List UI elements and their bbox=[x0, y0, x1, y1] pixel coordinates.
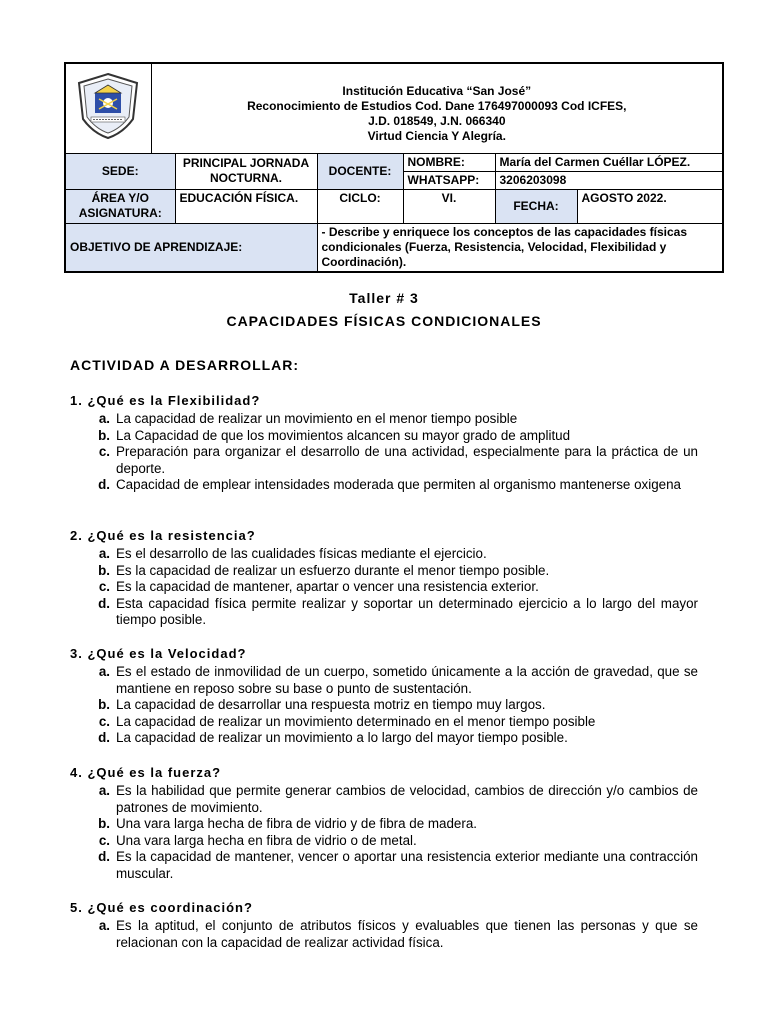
option bbox=[70, 428, 698, 445]
option-text: Es la capacidad de mantener, apartar o vencer una resistencia exterior. bbox=[116, 579, 539, 594]
option-text: Es la aptitud, el conjunto de atributos físicos y evaluables que tienen las personas y que se relacionan con la capacidad de realizar actividad física. bbox=[116, 918, 698, 950]
option-letter: a. bbox=[98, 546, 110, 561]
whatsapp-label: WHATSAPP: bbox=[403, 171, 495, 189]
option bbox=[70, 714, 698, 731]
option-text: La Capacidad de que los movimientos alcancen su mayor grado de amplitud bbox=[116, 427, 571, 443]
activity-heading: ACTIVIDAD A DESARROLLAR: bbox=[70, 357, 300, 373]
option-letter: a. bbox=[98, 918, 110, 933]
option-text: La capacidad de realizar un movimiento a lo largo del mayor tiempo posible. bbox=[116, 730, 568, 745]
option bbox=[70, 833, 698, 850]
option-letter: b. bbox=[98, 816, 110, 831]
option bbox=[70, 563, 698, 580]
option-letter: a. bbox=[98, 664, 110, 679]
option-letter: a. bbox=[98, 411, 110, 426]
institution-line: Institución Educativa “San José” bbox=[342, 84, 532, 99]
option-letter: b. bbox=[98, 427, 110, 443]
ciclo-value: VI. bbox=[403, 189, 495, 223]
option bbox=[70, 477, 698, 494]
question-title: 3. ¿Qué es la Velocidad? bbox=[70, 646, 247, 661]
option-text: Es el desarrollo de las cualidades físicas mediante el ejercicio. bbox=[116, 546, 487, 561]
option bbox=[70, 783, 698, 816]
taller-subtitle: CAPACIDADES FÍSICAS CONDICIONALES bbox=[226, 313, 542, 329]
question-4 bbox=[70, 765, 698, 882]
question-title: 5. ¿Qué es coordinación? bbox=[70, 900, 253, 915]
option-letter: c. bbox=[98, 444, 110, 459]
option bbox=[70, 816, 698, 833]
option bbox=[70, 730, 698, 747]
option-text: La capacidad de realizar un movimiento en el menor tiempo posible bbox=[116, 411, 518, 426]
option-letter: c. bbox=[98, 713, 110, 729]
option-letter: d. bbox=[98, 595, 110, 611]
option-letter: d. bbox=[98, 730, 110, 745]
option-text: Una vara larga hecha de fibra de vidrio y de fibra de madera. bbox=[116, 816, 478, 831]
option bbox=[70, 849, 698, 882]
option bbox=[70, 444, 698, 477]
option bbox=[70, 697, 698, 714]
option-letter: a. bbox=[98, 783, 110, 798]
fecha-value: AGOSTO 2022. bbox=[577, 189, 723, 223]
option bbox=[70, 579, 698, 596]
option-letter: d. bbox=[98, 477, 110, 492]
area-value: EDUCACIÓN FÍSICA. bbox=[175, 189, 317, 223]
fecha-label: FECHA: bbox=[495, 189, 577, 223]
sede-value: PRINCIPAL JORNADA NOCTURNA. bbox=[175, 153, 317, 189]
option-text: Es la habilidad que permite generar cambios de velocidad, cambios de dirección y/o cambios de patrones de movimiento. bbox=[116, 783, 698, 815]
sede-label: SEDE: bbox=[65, 153, 175, 189]
option-letter: c. bbox=[98, 579, 110, 594]
option bbox=[70, 411, 698, 428]
institution-line: J.D. 018549, J.N. 066340 bbox=[368, 114, 506, 129]
school-logo bbox=[65, 63, 151, 153]
option-letter: b. bbox=[98, 562, 110, 578]
question-1 bbox=[70, 393, 698, 494]
option-text: La capacidad de realizar un movimiento determinado en el menor tiempo posible bbox=[116, 713, 596, 729]
question-3 bbox=[70, 646, 698, 747]
option-text: Es la capacidad de mantener, vencer o aportar una resistencia exterior mediante una contracción muscular. bbox=[116, 849, 698, 881]
institution-line: Virtud Ciencia Y Alegría. bbox=[367, 129, 506, 144]
question-2 bbox=[70, 528, 698, 629]
institution-line: Reconocimiento de Estudios Cod. Dane 176497000093 Cod ICFES, bbox=[247, 99, 627, 114]
option-text: Preparación para organizar el desarrollo de una actividad, especialmente para la práctica de un deporte. bbox=[116, 444, 698, 476]
question-title: 4. ¿Qué es la fuerza? bbox=[70, 765, 222, 780]
nombre-label: NOMBRE: bbox=[403, 153, 495, 171]
taller-title: Taller # 3 bbox=[349, 290, 419, 306]
option-text: Es el estado de inmovilidad de un cuerpo, sometido únicamente a la acción de gravedad, que se mantiene en reposo sobre su base o punto de sustentación. bbox=[116, 664, 698, 696]
option-letter: b. bbox=[98, 697, 110, 712]
option-letter: c. bbox=[98, 832, 110, 848]
objetivo-value: - Describe y enriquece los conceptos de las capacidades físicas condicionales (Fuerza, Resistencia, Velocidad, Flexibilidad y Coordinación). bbox=[317, 223, 723, 272]
ciclo-label: CICLO: bbox=[317, 189, 403, 223]
institution-info bbox=[151, 63, 723, 153]
objetivo-label: OBJETIVO DE APRENDIZAJE: bbox=[65, 223, 317, 272]
nombre-value: María del Carmen Cuéllar LÓPEZ. bbox=[495, 153, 723, 171]
option-text: Una vara larga hecha en fibra de vidrio o de metal. bbox=[116, 832, 417, 848]
option-text: Esta capacidad física permite realizar y soportar un determinado ejercicio a lo largo del mayor tiempo posible. bbox=[116, 595, 698, 627]
question-5 bbox=[70, 900, 698, 951]
option bbox=[70, 664, 698, 697]
whatsapp-value: 3206203098 bbox=[495, 171, 723, 189]
option bbox=[70, 546, 698, 563]
option-text: Capacidad de emplear intensidades moderada que permiten al organismo mantenerse oxigena bbox=[116, 477, 681, 492]
header-table bbox=[64, 62, 724, 273]
option bbox=[70, 918, 698, 951]
area-label: ÁREA Y/O ASIGNATURA: bbox=[65, 189, 175, 223]
question-title: 2. ¿Qué es la resistencia? bbox=[70, 528, 256, 543]
option-letter: d. bbox=[98, 849, 110, 864]
option-text: La capacidad de desarrollar una respuesta motriz en tiempo muy largos. bbox=[116, 697, 546, 712]
docente-label: DOCENTE: bbox=[317, 153, 403, 189]
question-title: 1. ¿Qué es la Flexibilidad? bbox=[70, 393, 261, 408]
option-text: Es la capacidad de realizar un esfuerzo durante el menor tiempo posible. bbox=[116, 562, 550, 578]
option bbox=[70, 596, 698, 629]
